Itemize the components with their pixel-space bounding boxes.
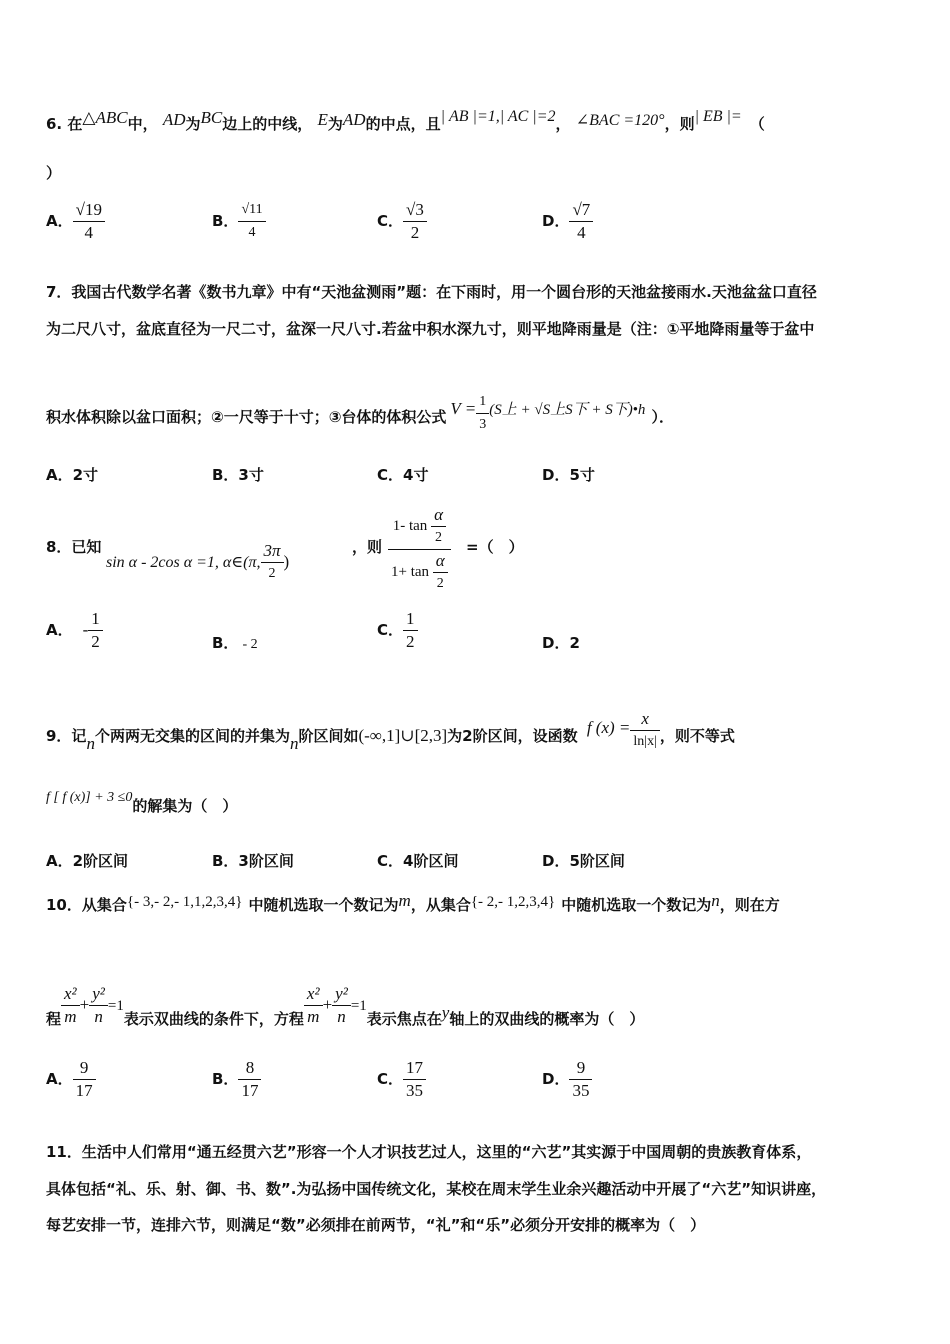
fraction: $\frac{x}{\ln|x|}$ — [630, 708, 660, 753]
q7-option-d[interactable]: D．5寸 — [542, 466, 595, 484]
q8-then: ，则 — [352, 538, 383, 556]
q6-option-a[interactable]: A． $\frac{√19}{4}$ — [46, 199, 105, 244]
q6-option-b[interactable]: B． $\frac{√11}{4}$ — [212, 199, 266, 244]
q11-line-3: 每艺安排一节，连排六节，则满足“数”必须排在前两节，“礼”和“乐”必须分开安排的概率为（ ） — [46, 1216, 706, 1234]
q6-option-c[interactable]: C． $\frac{√3}{2}$ — [377, 199, 427, 244]
q9-option-d[interactable]: D．5阶区间 — [542, 852, 625, 870]
q9-option-c[interactable]: C．4阶区间 — [377, 852, 459, 870]
q6-close-paren: ） — [46, 164, 62, 182]
fraction: $\frac{9}{17}$ — [73, 1057, 96, 1102]
fraction: $\frac{√3}{2}$ — [403, 199, 427, 244]
q7-option-c[interactable]: C．4寸 — [377, 466, 429, 484]
fraction: $\frac{1}{3}$ — [476, 391, 489, 436]
q8-option-d[interactable]: D．2 — [542, 634, 580, 652]
q8-label: 8．已知 — [46, 538, 102, 556]
q9-option-b[interactable]: B．3阶区间 — [212, 852, 294, 870]
fraction: $\frac{8}{17}$ — [238, 1057, 261, 1102]
q7-option-a[interactable]: A．2寸 — [46, 466, 99, 484]
q7-line-2: 为二尺八寸，盆底直径为一尺二寸，盆深一尺八寸.若盆中积水深九寸，则平地降雨量是（注：①平地降雨量等于盆中 — [46, 320, 815, 338]
fraction: $\frac{\text{x²}}{m}$ — [61, 983, 80, 1028]
fraction: $\frac{\text{y²}}{n}$ — [89, 983, 108, 1028]
q11-line-1: 11．生活中人们常用“通五经贯六艺”形容一个人才识技艺过人，这里的“六艺”其实源于中国周朝的贵族教育体系， — [46, 1143, 812, 1161]
q8-condition: sin α - 2cos α =1, α∈(π, $\frac{3\pi}{2}$ ) — [106, 540, 289, 585]
q9-option-a[interactable]: A．2阶区间 — [46, 852, 129, 870]
q10-option-b[interactable]: B． $\frac{8}{17}$ — [212, 1057, 261, 1102]
q6-stem: 6. 在△ABC中， AD为BC边上的中线， E为AD的中点，且| AB |=1,| AC |=2， ∠BAC =120°，则| EB |= （ — [46, 108, 765, 133]
q7-option-b[interactable]: B．3寸 — [212, 466, 264, 484]
q7-line-3: 积水体积除以盆口面积；②一尺等于十寸；③台体的体积公式 V = $\frac{1}{3}$ (S上 + √S上S下 + S下)•h ）． — [46, 395, 910, 440]
q9-inequality: f [ f (x)] + 3 ≤0的解集为（ ） — [46, 790, 238, 815]
fraction: $\frac{3\pi}{2}$ — [261, 540, 284, 585]
fraction: $\frac{1}{2}$ — [88, 608, 103, 653]
q10-stem: 10．从集合{- 3,- 2,- 1,1,2,3,4} 中随机选取一个数记为m，从集合{- 2,- 1,2,3,4} 中随机选取一个数记为n，则在方 — [46, 891, 780, 914]
q7-line-1: 7．我国古代数学名著《数书九章》中有“天池盆测雨”题：在下雨时，用一个圆台形的天池盆接雨水.天池盆盆口直径 — [46, 283, 817, 301]
q8-option-a[interactable]: A． - $\frac{1}{2}$ — [46, 608, 103, 653]
q9-stem: 9．记n个两两无交集的区间的并集为n阶区间如(-∞,1]∪[2,3]为2阶区间，设函数 f (x) = $\frac{x}{\ln|x|}$ ，则不等式 — [46, 709, 735, 753]
fraction: $\frac{√11}{4}$ — [238, 199, 265, 244]
q8-equals: =（ ） — [466, 538, 524, 556]
fraction: $\frac{\text{x²}}{m}$ — [304, 983, 323, 1028]
fraction: $\frac{\text{y²}}{n}$ — [332, 983, 351, 1028]
q10-option-a[interactable]: A． $\frac{9}{17}$ — [46, 1057, 96, 1102]
q6-option-d[interactable]: D． $\frac{√7}{4}$ — [542, 199, 593, 244]
fraction: $\frac{√19}{4}$ — [73, 199, 105, 244]
q8-option-c[interactable]: C． $\frac{1}{2}$ — [377, 608, 418, 653]
fraction: $\frac{9}{35}$ — [569, 1057, 592, 1102]
fraction: $\frac{17}{35}$ — [403, 1057, 426, 1102]
q8-expression — [388, 504, 451, 595]
fraction: $\frac{√7}{4}$ — [569, 199, 593, 244]
q10-option-c[interactable]: C． $\frac{17}{35}$ — [377, 1057, 426, 1102]
q11-line-2: 具体包括“礼、乐、射、御、书、数”.为弘扬中国传统文化，某校在周末学生业余兴趣活动中开展了“六艺”知识讲座， — [46, 1180, 827, 1198]
q10-equation-line: 程 $\frac{\text{x²}}{m}$ + $\frac{\text{y²}}{n}$ =1表示双曲线的条件下，方程 $\frac{\text{x²}}{m}$ + $\frac{\text{y²}}{n}$ =1表示焦点在y轴上的双曲线的概率为（ ） — [46, 984, 645, 1028]
q10-option-d[interactable]: D． $\frac{9}{35}$ — [542, 1057, 592, 1102]
q8-option-b[interactable]: B． - 2 — [212, 634, 258, 652]
fraction: $\frac{1}{2}$ — [403, 608, 418, 653]
fraction: 1- tan $\frac{\alpha}{2}$ 1+ tan $\frac{\alpha}{2}$ — [388, 504, 451, 595]
